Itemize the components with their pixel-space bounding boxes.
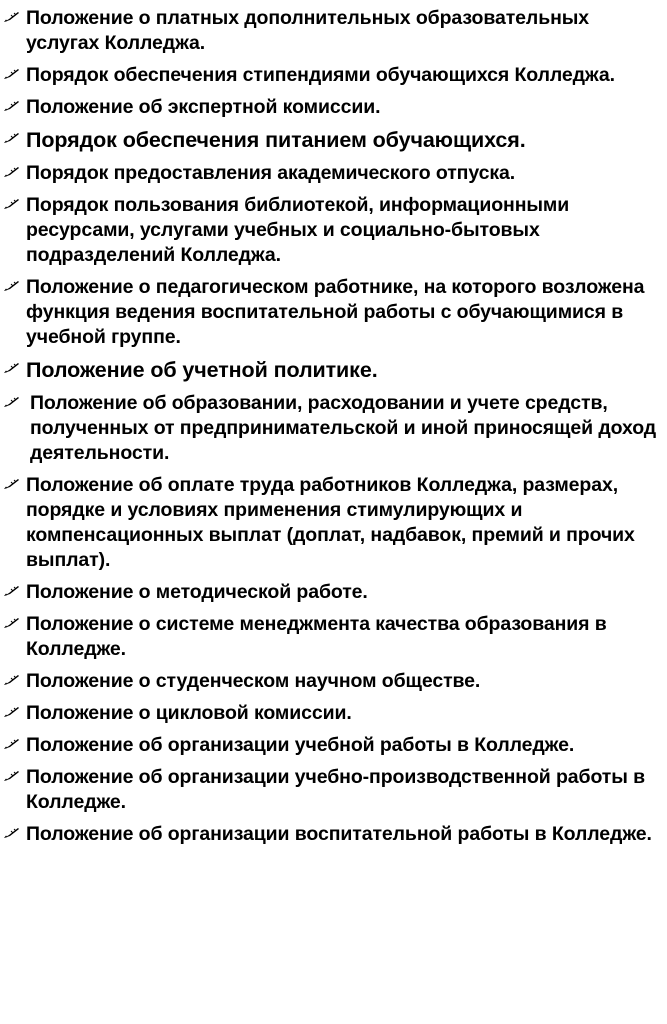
list-item-text: Положение об образовании, расходовании и учете средств, полученных от предпринимательской и иной приносящей доход деятельности. xyxy=(30,392,657,464)
list-item xyxy=(0,6,667,56)
list-item xyxy=(0,63,667,88)
list-item-text: Порядок обеспечения стипендиями обучающихся Колледжа. xyxy=(26,64,615,86)
list-item xyxy=(0,669,667,694)
pen-nib-icon xyxy=(3,769,21,783)
pen-nib-icon xyxy=(3,99,21,113)
list-item xyxy=(0,733,667,758)
pen-nib-icon xyxy=(3,361,21,375)
pen-nib-icon xyxy=(3,10,21,24)
list-item-text: Положение об организации учебной работы в Колледже. xyxy=(26,734,575,756)
pen-nib-icon xyxy=(3,279,21,293)
list-item-text: Положение об учетной политике. xyxy=(26,358,378,382)
pen-nib-icon xyxy=(3,584,21,598)
list-item-text: Порядок пользования библиотекой, информационными ресурсами, услугами учебных и социально-бытовых подразделений Колледжа. xyxy=(26,194,570,266)
pen-nib-icon xyxy=(3,826,21,840)
list-item-text: Положение о системе менеджмента качества образования в Колледже. xyxy=(26,613,607,660)
pen-nib-icon xyxy=(3,165,21,179)
pen-nib-icon xyxy=(3,673,21,687)
pen-nib-icon xyxy=(3,616,21,630)
list-item xyxy=(0,95,667,120)
list-item-text: Положение об организации воспитательной работы в Колледже. xyxy=(26,823,652,845)
list-item-text: Положение об оплате труда работников Колледжа, размерах, порядке и условиях применения стимулирующих и компенсационных выплат (доплат, надбавок, премий и прочих выплат). xyxy=(26,474,635,571)
list-item-text: Положение о платных дополнительных образовательных услугах Колледжа. xyxy=(26,7,590,54)
document-list xyxy=(0,6,667,854)
list-item-text: Положение о студенческом научном обществе. xyxy=(26,670,481,692)
pen-nib-icon xyxy=(3,197,21,211)
list-item xyxy=(0,473,667,573)
list-item xyxy=(0,275,667,350)
pen-nib-icon xyxy=(3,705,21,719)
pen-nib-icon xyxy=(3,477,21,491)
pen-nib-icon xyxy=(3,131,21,145)
list-item-text: Положение об экспертной комиссии. xyxy=(26,96,381,118)
list-item xyxy=(0,580,667,605)
list-item xyxy=(0,127,667,154)
list-item xyxy=(0,701,667,726)
pen-nib-icon xyxy=(3,67,21,81)
list-item-text: Положение о цикловой комиссии. xyxy=(26,702,352,724)
list-item xyxy=(0,822,667,847)
list-item-text: Порядок предоставления академического отпуска. xyxy=(26,162,516,184)
list-item xyxy=(0,612,667,662)
list-item xyxy=(0,161,667,186)
list-item-text: Порядок обеспечения питанием обучающихся. xyxy=(26,128,526,152)
list-item xyxy=(0,193,667,268)
list-item xyxy=(0,765,667,815)
list-item-text: Положение о методической работе. xyxy=(26,581,368,603)
list-item-text: Положение об организации учебно-производственной работы в Колледже. xyxy=(26,766,646,813)
pen-nib-icon xyxy=(3,737,21,751)
list-item-text: Положение о педагогическом работнике, на которого возложена функция ведения воспитательной работы с обучающимися в учебной группе. xyxy=(26,276,645,348)
pen-nib-icon xyxy=(3,395,21,409)
list-item xyxy=(0,357,667,384)
list-item xyxy=(0,391,667,466)
